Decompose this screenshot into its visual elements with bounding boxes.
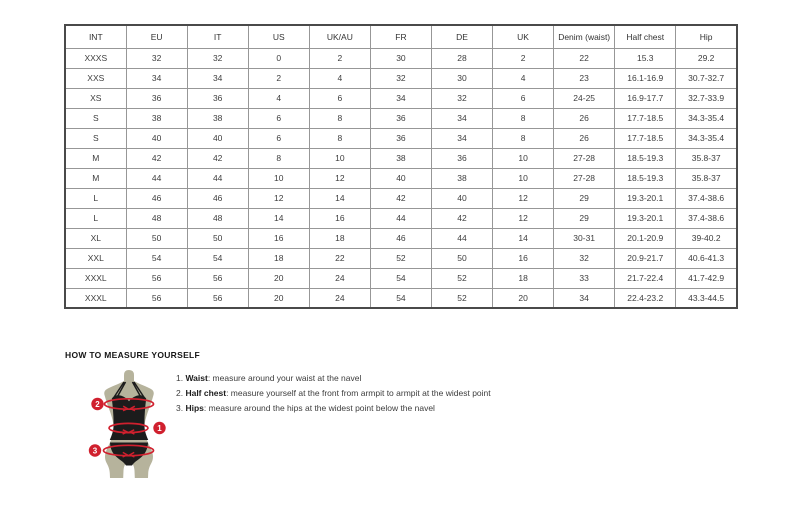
size-cell: 17.7-18.5	[615, 128, 676, 148]
table-row	[65, 188, 737, 208]
svg-text:1: 1	[157, 423, 162, 433]
table-row	[65, 88, 737, 108]
size-cell: 20	[493, 288, 554, 308]
instruction-waist	[176, 371, 491, 386]
measure-instructions	[176, 371, 491, 416]
size-cell: 10	[493, 148, 554, 168]
size-cell: 34	[126, 68, 187, 88]
size-cell: 46	[187, 188, 248, 208]
size-cell: 34	[187, 68, 248, 88]
size-cell: 48	[126, 208, 187, 228]
size-cell: 52	[431, 288, 492, 308]
size-cell: 38	[431, 168, 492, 188]
size-cell: 42	[370, 188, 431, 208]
size-cell: 24	[309, 268, 370, 288]
size-cell: 34	[554, 288, 615, 308]
size-cell: 22	[554, 48, 615, 68]
size-cell: 36	[370, 108, 431, 128]
size-cell: 29	[554, 208, 615, 228]
size-cell: 44	[431, 228, 492, 248]
size-cell: 32	[126, 48, 187, 68]
column-header: Hip	[676, 25, 737, 48]
measure-point-badge-hip	[89, 444, 101, 456]
size-cell: 37.4-38.6	[676, 208, 737, 228]
column-header: DE	[431, 25, 492, 48]
size-cell: 30	[370, 48, 431, 68]
size-cell: 18.5-19.3	[615, 148, 676, 168]
size-cell: 8	[309, 128, 370, 148]
size-cell: 4	[309, 68, 370, 88]
size-cell: 32	[431, 88, 492, 108]
column-header: UK	[493, 25, 554, 48]
size-cell: 16	[493, 248, 554, 268]
size-cell: 24	[309, 288, 370, 308]
size-cell: 56	[126, 268, 187, 288]
size-cell: 36	[126, 88, 187, 108]
measure-point-badge-chest	[91, 398, 103, 410]
column-header: UK/AU	[309, 25, 370, 48]
size-cell: 32	[187, 48, 248, 68]
size-cell: 41.7-42.9	[676, 268, 737, 288]
size-cell: 16	[309, 208, 370, 228]
column-header: IT	[187, 25, 248, 48]
table-row	[65, 148, 737, 168]
size-cell: 26	[554, 128, 615, 148]
size-cell: 33	[554, 268, 615, 288]
table-row	[65, 288, 737, 308]
table-row	[65, 268, 737, 288]
size-cell: 54	[370, 288, 431, 308]
size-cell: 42	[431, 208, 492, 228]
size-cell: 44	[126, 168, 187, 188]
svg-text:3: 3	[92, 446, 98, 456]
size-cell: 23	[554, 68, 615, 88]
size-cell: 35.8-37	[676, 168, 737, 188]
instruction-label: Hips	[185, 403, 204, 413]
size-cell: 32	[554, 248, 615, 268]
size-cell: 14	[493, 228, 554, 248]
size-cell: 50	[126, 228, 187, 248]
size-cell: 4	[493, 68, 554, 88]
size-cell: 18	[248, 248, 309, 268]
size-cell: 20	[248, 288, 309, 308]
size-cell: 22.4-23.2	[615, 288, 676, 308]
size-cell: XS	[65, 88, 126, 108]
size-cell: 29	[554, 188, 615, 208]
size-cell: 54	[187, 248, 248, 268]
size-cell: 43.3-44.5	[676, 288, 737, 308]
size-cell: 52	[431, 268, 492, 288]
size-cell: 42	[126, 148, 187, 168]
instruction-number: 1.	[176, 373, 186, 383]
size-cell: 27-28	[554, 168, 615, 188]
size-cell: 46	[370, 228, 431, 248]
size-cell: 8	[309, 108, 370, 128]
size-cell: 2	[493, 48, 554, 68]
instruction-number: 3.	[176, 403, 186, 413]
size-cell: XXXL	[65, 288, 126, 308]
size-cell: S	[65, 128, 126, 148]
size-cell: 21.7-22.4	[615, 268, 676, 288]
size-cell: 14	[309, 188, 370, 208]
size-cell: 36	[370, 128, 431, 148]
size-cell: 40	[187, 128, 248, 148]
size-cell: 6	[309, 88, 370, 108]
size-cell: 20	[248, 268, 309, 288]
size-cell: 50	[187, 228, 248, 248]
size-cell: 8	[493, 108, 554, 128]
size-cell: 27-28	[554, 148, 615, 168]
size-cell: XL	[65, 228, 126, 248]
size-cell: S	[65, 108, 126, 128]
size-table-head-row	[65, 25, 737, 48]
size-cell: 39-40.2	[676, 228, 737, 248]
size-cell: 8	[493, 128, 554, 148]
size-cell: 22	[309, 248, 370, 268]
size-cell: XXXS	[65, 48, 126, 68]
size-cell: 2	[309, 48, 370, 68]
size-cell: 56	[187, 268, 248, 288]
size-cell: 16	[248, 228, 309, 248]
size-cell: 56	[126, 288, 187, 308]
size-cell: 40	[431, 188, 492, 208]
size-cell: 30	[431, 68, 492, 88]
size-cell: M	[65, 148, 126, 168]
instruction-half-chest	[176, 386, 491, 401]
size-cell: 40	[126, 128, 187, 148]
size-cell: 0	[248, 48, 309, 68]
size-cell: 38	[187, 108, 248, 128]
size-cell: 4	[248, 88, 309, 108]
size-cell: 34	[370, 88, 431, 108]
size-cell: 29.2	[676, 48, 737, 68]
size-cell: 30-31	[554, 228, 615, 248]
size-chart-table	[64, 24, 738, 309]
size-cell: 32	[370, 68, 431, 88]
instruction-hips	[176, 401, 491, 416]
size-cell: 42	[187, 148, 248, 168]
column-header: Denim (waist)	[554, 25, 615, 48]
size-cell: 48	[187, 208, 248, 228]
size-cell: 12	[309, 168, 370, 188]
column-header: INT	[65, 25, 126, 48]
size-cell: 12	[493, 208, 554, 228]
mannequin-illustration	[80, 366, 180, 486]
size-cell: 38	[370, 148, 431, 168]
size-cell: 18	[309, 228, 370, 248]
size-cell: 34.3-35.4	[676, 108, 737, 128]
size-cell: 12	[493, 188, 554, 208]
measure-point-badge-waist	[153, 422, 165, 434]
size-cell: 6	[493, 88, 554, 108]
size-cell: M	[65, 168, 126, 188]
table-row	[65, 168, 737, 188]
size-cell: 40.6-41.3	[676, 248, 737, 268]
measure-section-title: HOW TO MEASURE YOURSELF	[65, 350, 201, 360]
table-row	[65, 68, 737, 88]
size-cell: 40	[370, 168, 431, 188]
size-cell: 46	[126, 188, 187, 208]
size-cell: 10	[248, 168, 309, 188]
size-table-head	[65, 25, 737, 48]
size-cell: 35.8-37	[676, 148, 737, 168]
size-cell: 54	[370, 268, 431, 288]
size-cell: 44	[370, 208, 431, 228]
size-cell: 50	[431, 248, 492, 268]
instruction-text: : measure around your waist at the navel	[207, 373, 362, 383]
column-header: EU	[126, 25, 187, 48]
table-row	[65, 108, 737, 128]
table-row	[65, 128, 737, 148]
size-cell: 28	[431, 48, 492, 68]
instruction-label: Waist	[185, 373, 208, 383]
table-row	[65, 248, 737, 268]
instruction-text: : measure around the hips at the widest point below the navel	[203, 403, 435, 413]
size-cell: 56	[187, 288, 248, 308]
size-cell: 52	[370, 248, 431, 268]
size-cell: 2	[248, 68, 309, 88]
size-cell: 6	[248, 108, 309, 128]
size-cell: 10	[493, 168, 554, 188]
column-header: FR	[370, 25, 431, 48]
instruction-number: 2.	[176, 388, 186, 398]
size-cell: 54	[126, 248, 187, 268]
size-cell: 17.7-18.5	[615, 108, 676, 128]
size-cell: 12	[248, 188, 309, 208]
size-cell: 16.9-17.7	[615, 88, 676, 108]
size-cell: 20.1-20.9	[615, 228, 676, 248]
instruction-label: Half chest	[185, 388, 227, 398]
size-cell: 34	[431, 128, 492, 148]
size-cell: 18.5-19.3	[615, 168, 676, 188]
size-cell: 15.3	[615, 48, 676, 68]
table-row	[65, 228, 737, 248]
size-cell: 44	[187, 168, 248, 188]
size-cell: 19.3-20.1	[615, 208, 676, 228]
size-chart-section	[64, 24, 738, 309]
size-cell: L	[65, 188, 126, 208]
size-cell: XXXL	[65, 268, 126, 288]
size-cell: 14	[248, 208, 309, 228]
size-cell: 16.1-16.9	[615, 68, 676, 88]
size-cell: 38	[126, 108, 187, 128]
size-cell: 36	[187, 88, 248, 108]
size-cell: 20.9-21.7	[615, 248, 676, 268]
size-cell: XXS	[65, 68, 126, 88]
size-cell: 26	[554, 108, 615, 128]
size-cell: 34.3-35.4	[676, 128, 737, 148]
size-cell: 19.3-20.1	[615, 188, 676, 208]
size-cell: 6	[248, 128, 309, 148]
table-row	[65, 48, 737, 68]
size-cell: 8	[248, 148, 309, 168]
size-cell: 18	[493, 268, 554, 288]
measurement-figure	[80, 366, 180, 486]
instruction-text: : measure yourself at the front from armpit to armpit at the widest point	[226, 388, 491, 398]
size-cell: 10	[309, 148, 370, 168]
column-header: Half chest	[615, 25, 676, 48]
column-header: US	[248, 25, 309, 48]
size-cell: 30.7-32.7	[676, 68, 737, 88]
size-cell: 37.4-38.6	[676, 188, 737, 208]
size-cell: 34	[431, 108, 492, 128]
size-table-body	[65, 48, 737, 308]
table-row	[65, 208, 737, 228]
size-cell: 32.7-33.9	[676, 88, 737, 108]
size-cell: 24-25	[554, 88, 615, 108]
size-cell: 36	[431, 148, 492, 168]
size-cell: L	[65, 208, 126, 228]
svg-text:2: 2	[95, 399, 100, 409]
size-cell: XXL	[65, 248, 126, 268]
